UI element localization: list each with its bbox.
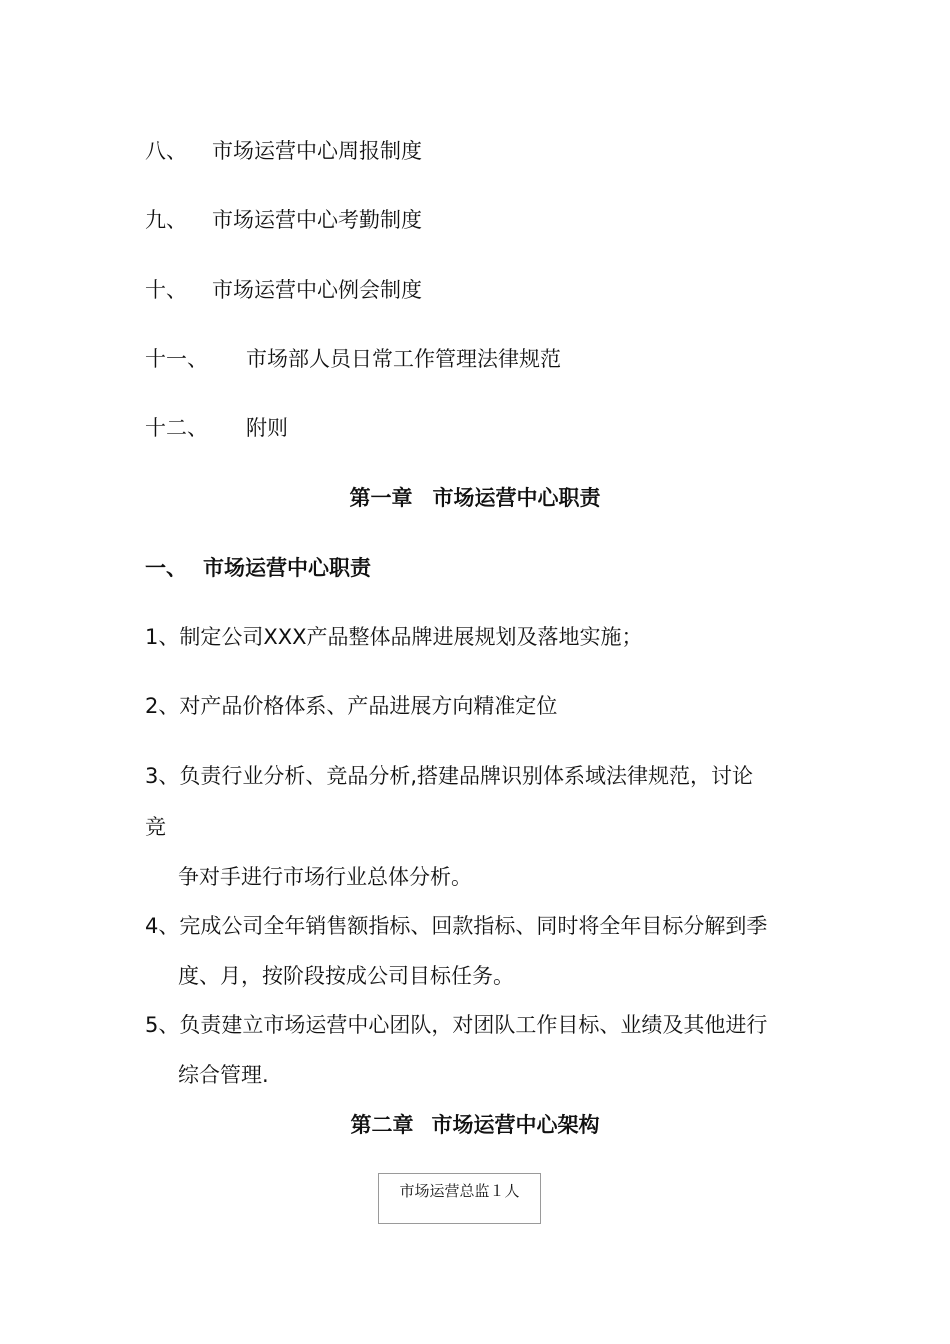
toc-text: 市场运营中心周报制度 xyxy=(212,139,422,163)
duty-item-3-line-2: 竞 xyxy=(145,815,166,839)
toc-text: 附则 xyxy=(246,416,288,440)
chapter-label: 第一章 xyxy=(349,486,413,510)
duty-item-3-line-1: 3、负责行业分析、竞品分析,搭建品牌识别体系域法律规范，讨论 xyxy=(145,764,754,788)
chapter-1-heading xyxy=(0,484,950,512)
section-title: 市场运营中心职责 xyxy=(203,556,371,580)
duty-item-5-line-2: 综合管理. xyxy=(178,1063,269,1087)
chapter-2-heading xyxy=(0,1111,950,1139)
toc-text: 市场运营中心考勤制度 xyxy=(212,208,422,232)
duty-item-4-line-2: 度、月，按阶段按成公司目标任务。 xyxy=(178,964,514,988)
toc-number: 十、 xyxy=(145,278,187,302)
duty-item-4-line-1: 4、完成公司全年销售额指标、回款指标、同时将全年目标分解到季 xyxy=(145,914,768,938)
duty-item-2: 2、对产品价格体系、产品进展方向精准定位 xyxy=(145,694,558,718)
toc-text: 市场运营中心例会制度 xyxy=(212,278,422,302)
duty-item-3-line-3: 争对手进行市场行业总体分析。 xyxy=(178,865,472,889)
duty-item-5-line-1: 5、负责建立市场运营中心团队，对团队工作目标、业绩及其他进行 xyxy=(145,1013,768,1037)
toc-number: 十一、 xyxy=(145,347,208,371)
toc-number: 十二、 xyxy=(145,416,208,440)
section-number: 一、 xyxy=(145,556,187,580)
org-box-label: 市场运营总监１人 xyxy=(399,1182,520,1200)
toc-text: 市场部人员日常工作管理法律规范 xyxy=(246,347,561,371)
toc-number: 九、 xyxy=(145,208,187,232)
section-1-heading xyxy=(145,554,371,582)
org-chart-top-box xyxy=(378,1173,541,1224)
duty-item-1: 1、制定公司XXX产品整体品牌进展规划及落地实施； xyxy=(145,625,643,649)
toc-number: 八、 xyxy=(145,139,187,163)
chapter-label: 第二章 xyxy=(350,1113,414,1137)
chapter-title: 市场运营中心架构 xyxy=(431,1113,600,1137)
chapter-title: 市场运营中心职责 xyxy=(432,486,601,510)
